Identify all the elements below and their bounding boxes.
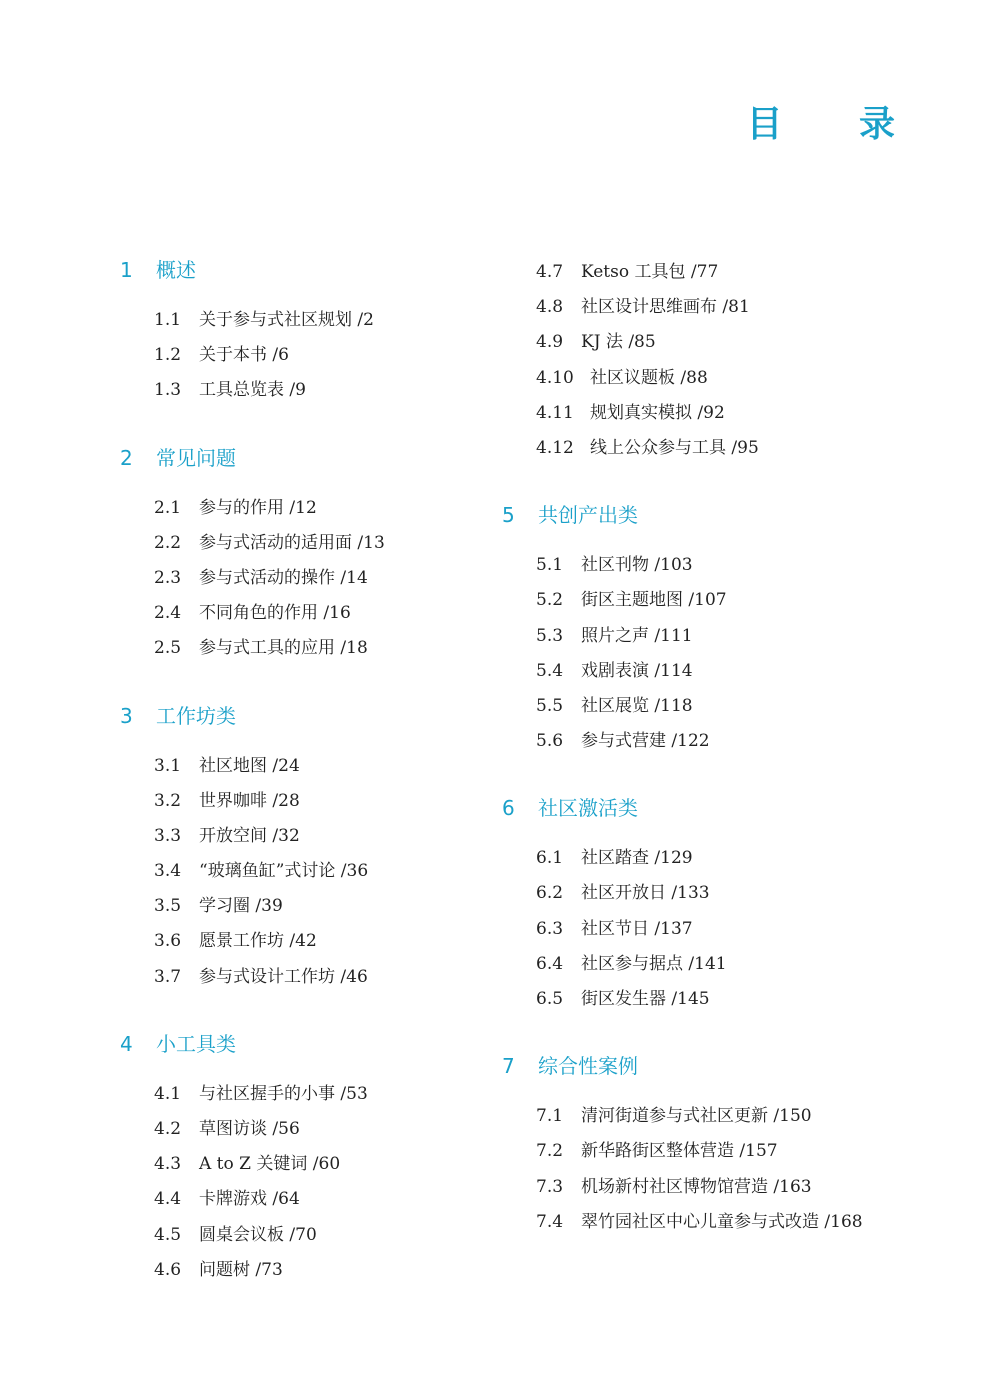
toc-entry-title: 社区议题板 /88 <box>590 367 708 388</box>
toc-entry-number: 3.1 <box>154 755 182 776</box>
toc-entry-title: 规划真实模拟 /92 <box>590 402 725 423</box>
toc-entry-title: 戏剧表演 /114 <box>581 660 693 681</box>
toc-entry[interactable] <box>500 548 920 583</box>
toc-entry[interactable] <box>118 561 538 596</box>
toc-entry-title: 参与式活动的适用面 /13 <box>199 532 385 553</box>
toc-entry[interactable] <box>118 1077 538 1112</box>
toc-entry-number: 4.12 <box>536 437 574 458</box>
chapter-number: 5 <box>502 503 515 528</box>
toc-entry-number: 2.2 <box>154 532 182 553</box>
toc-entry[interactable] <box>500 689 920 724</box>
toc-entry-title: 关于参与式社区规划 /2 <box>199 310 374 330</box>
toc-chapter-heading[interactable] <box>500 793 920 823</box>
toc-entry-number: 4.2 <box>154 1119 182 1139</box>
toc-entry[interactable] <box>500 361 920 396</box>
toc-entry-number: 6.2 <box>536 883 564 904</box>
toc-entry[interactable] <box>118 819 538 854</box>
chapter-number: 4 <box>120 1031 133 1056</box>
toc-chapter-heading[interactable] <box>500 1051 920 1081</box>
toc-chapter-heading[interactable] <box>118 443 538 473</box>
toc-entry-title: 工具总览表 /9 <box>199 380 306 401</box>
chapter-title: 社区激活类 <box>538 796 638 821</box>
chapter-number: 3 <box>120 703 133 728</box>
toc-entry[interactable] <box>500 1205 920 1240</box>
toc-right-column <box>500 255 920 1240</box>
toc-entry-number: 5.1 <box>536 555 564 576</box>
toc-entry-title: 参与的作用 /12 <box>199 497 317 518</box>
toc-entry-title: 愿景工作坊 /42 <box>199 931 317 952</box>
toc-entry-title: 清河街道参与式社区更新 /150 <box>581 1106 812 1127</box>
toc-entry-number: 4.10 <box>536 367 574 388</box>
toc-entry[interactable] <box>500 724 920 759</box>
toc-entry-number: 4.8 <box>536 297 564 318</box>
toc-entry-number: 3.7 <box>154 966 182 987</box>
toc-entry-number: 5.4 <box>536 660 564 681</box>
toc-entry[interactable] <box>500 396 920 431</box>
toc-entry-number: 5.6 <box>536 731 564 752</box>
toc-entry-title: 社区开放日 /133 <box>581 883 710 904</box>
toc-entry-title: 参与式活动的操作 /14 <box>199 567 368 588</box>
toc-entry[interactable] <box>118 960 538 995</box>
toc-entry-number: 4.9 <box>536 332 564 353</box>
toc-entry[interactable] <box>500 841 920 876</box>
toc-entry[interactable] <box>118 1253 538 1288</box>
toc-entry[interactable] <box>118 749 538 784</box>
toc-entry-title: 参与式营建 /122 <box>581 731 710 752</box>
toc-entry-number: 3.5 <box>154 896 182 917</box>
toc-entry[interactable] <box>118 338 538 373</box>
toc-entry-number: 4.4 <box>154 1189 182 1210</box>
toc-entry-number: 7.3 <box>536 1176 564 1197</box>
toc-entry-number: 2.1 <box>154 497 182 518</box>
toc-entry-title: 与社区握手的小事 /53 <box>199 1083 368 1104</box>
toc-entry-number: 3.3 <box>154 825 182 846</box>
toc-entry-title: 草图访谈 /56 <box>199 1119 300 1139</box>
toc-entry-title: 问题树 /73 <box>199 1259 283 1280</box>
toc-chapter-heading[interactable] <box>118 255 538 285</box>
toc-entry[interactable] <box>118 526 538 561</box>
chapter-title: 共创产出类 <box>538 503 638 528</box>
toc-entry-title: 不同角色的作用 /16 <box>199 603 351 624</box>
toc-entry-number: 7.2 <box>536 1141 564 1162</box>
toc-entry-number: 1.3 <box>154 380 182 401</box>
toc-entry-title: A to Z 关键词 /60 <box>199 1154 341 1175</box>
toc-entry[interactable] <box>500 912 920 947</box>
toc-entry-title: 照片之声 /111 <box>581 625 693 646</box>
toc-entry-title: 世界咖啡 /28 <box>199 790 300 811</box>
toc-entry[interactable] <box>500 619 920 654</box>
chapter-number: 1 <box>120 258 133 282</box>
toc-entry-title: 翠竹园社区中心儿童参与式改造 /168 <box>581 1211 863 1232</box>
toc-entry[interactable] <box>118 924 538 959</box>
toc-entry-number: 4.7 <box>536 262 564 282</box>
toc-entry-title: 卡牌游戏 /64 <box>199 1189 300 1210</box>
toc-entry-title: KJ 法 /85 <box>581 332 656 353</box>
toc-entry-title: 社区展览 /118 <box>581 695 693 716</box>
toc-chapter-heading[interactable] <box>500 500 920 530</box>
toc-entry-number: 6.3 <box>536 918 564 939</box>
toc-entry[interactable] <box>118 1147 538 1182</box>
toc-entry-number: 4.1 <box>154 1083 182 1104</box>
toc-entry[interactable] <box>118 491 538 526</box>
toc-entry-title: 开放空间 /32 <box>199 825 300 846</box>
toc-entry-title: 线上公众参与工具 /95 <box>590 437 759 458</box>
chapter-number: 6 <box>502 796 515 821</box>
toc-entry-number: 6.4 <box>536 953 564 974</box>
toc-entry[interactable] <box>500 325 920 360</box>
toc-entry[interactable] <box>500 1170 920 1205</box>
chapter-number: 7 <box>502 1054 515 1079</box>
toc-left-column <box>118 255 538 1288</box>
toc-entry-number: 2.5 <box>154 638 182 659</box>
toc-entry[interactable] <box>118 631 538 666</box>
toc-entry[interactable] <box>118 303 538 338</box>
toc-entry-title: 学习圈 /39 <box>199 896 283 917</box>
toc-entry-title: 参与式设计工作坊 /46 <box>199 966 368 987</box>
toc-entry-title: 参与式工具的应用 /18 <box>199 638 368 659</box>
toc-entry-number: 4.11 <box>536 402 574 423</box>
toc-entry-number: 1.1 <box>154 310 182 330</box>
toc-entry[interactable] <box>118 1218 538 1253</box>
toc-chapter-heading[interactable] <box>118 1029 538 1059</box>
toc-entry-title: 街区发生器 /145 <box>581 989 710 1009</box>
toc-entry-number: 7.1 <box>536 1106 564 1127</box>
toc-entry-number: 5.2 <box>536 590 564 611</box>
chapter-title: 综合性案例 <box>538 1054 638 1079</box>
toc-entry-title: 社区踏查 /129 <box>581 848 693 869</box>
chapter-title: 小工具类 <box>156 1031 236 1056</box>
toc-entry[interactable] <box>500 982 920 1017</box>
toc-entry[interactable] <box>500 654 920 689</box>
toc-entry-title: “玻璃鱼缸”式讨论 /36 <box>199 861 369 882</box>
toc-entry[interactable] <box>500 431 920 466</box>
chapter-number: 2 <box>120 445 133 470</box>
toc-entry-number: 4.6 <box>154 1259 182 1280</box>
toc-entry-number: 6.5 <box>536 989 564 1009</box>
toc-entry[interactable] <box>500 876 920 911</box>
toc-entry[interactable] <box>118 784 538 819</box>
toc-entry-title: 社区设计思维画布 /81 <box>581 297 750 318</box>
toc-entry-title: 社区地图 /24 <box>199 755 300 776</box>
toc-entry[interactable] <box>500 1134 920 1169</box>
toc-entry-title: 新华路街区整体营造 /157 <box>581 1141 778 1162</box>
toc-entry-number: 3.6 <box>154 931 182 952</box>
toc-entry[interactable] <box>500 583 920 618</box>
chapter-title: 工作坊类 <box>156 703 236 728</box>
toc-entry-title: 社区参与据点 /141 <box>581 953 727 974</box>
chapter-title: 概述 <box>156 258 196 282</box>
toc-entry-number: 2.3 <box>154 567 182 588</box>
page-title: 目 录 <box>746 104 927 145</box>
toc-entry-title: 机场新村社区博物馆营造 /163 <box>581 1176 812 1197</box>
toc-entry-number: 3.2 <box>154 790 182 811</box>
toc-entry-number: 7.4 <box>536 1211 564 1232</box>
toc-entry[interactable] <box>500 255 920 290</box>
toc-entry-number: 5.5 <box>536 695 564 716</box>
toc-entry-number: 5.3 <box>536 625 564 646</box>
toc-entry-number: 2.4 <box>154 603 182 624</box>
toc-entry-number: 6.1 <box>536 848 564 869</box>
toc-entry[interactable] <box>118 596 538 631</box>
toc-entry[interactable] <box>500 1099 920 1134</box>
toc-entry[interactable] <box>500 290 920 325</box>
toc-entry[interactable] <box>500 947 920 982</box>
toc-entry[interactable] <box>118 889 538 924</box>
toc-entry[interactable] <box>118 1112 538 1147</box>
toc-entry-number: 4.3 <box>154 1154 182 1175</box>
toc-chapter-heading[interactable] <box>118 701 538 731</box>
toc-entry[interactable] <box>118 854 538 889</box>
toc-entry-title: Ketso 工具包 /77 <box>581 262 719 282</box>
toc-entry[interactable] <box>118 1182 538 1217</box>
toc-entry-title: 街区主题地图 /107 <box>581 590 727 611</box>
toc-entry-number: 3.4 <box>154 861 182 882</box>
toc-entry-number: 1.2 <box>154 345 182 366</box>
toc-entry[interactable] <box>118 373 538 408</box>
toc-entry-title: 关于本书 /6 <box>199 345 289 366</box>
toc-entry-title: 社区节日 /137 <box>581 918 693 939</box>
toc-entry-title: 社区刊物 /103 <box>581 555 693 576</box>
toc-entry-title: 圆桌会议板 /70 <box>199 1224 317 1245</box>
chapter-title: 常见问题 <box>156 445 236 470</box>
toc-entry-number: 4.5 <box>154 1224 182 1245</box>
